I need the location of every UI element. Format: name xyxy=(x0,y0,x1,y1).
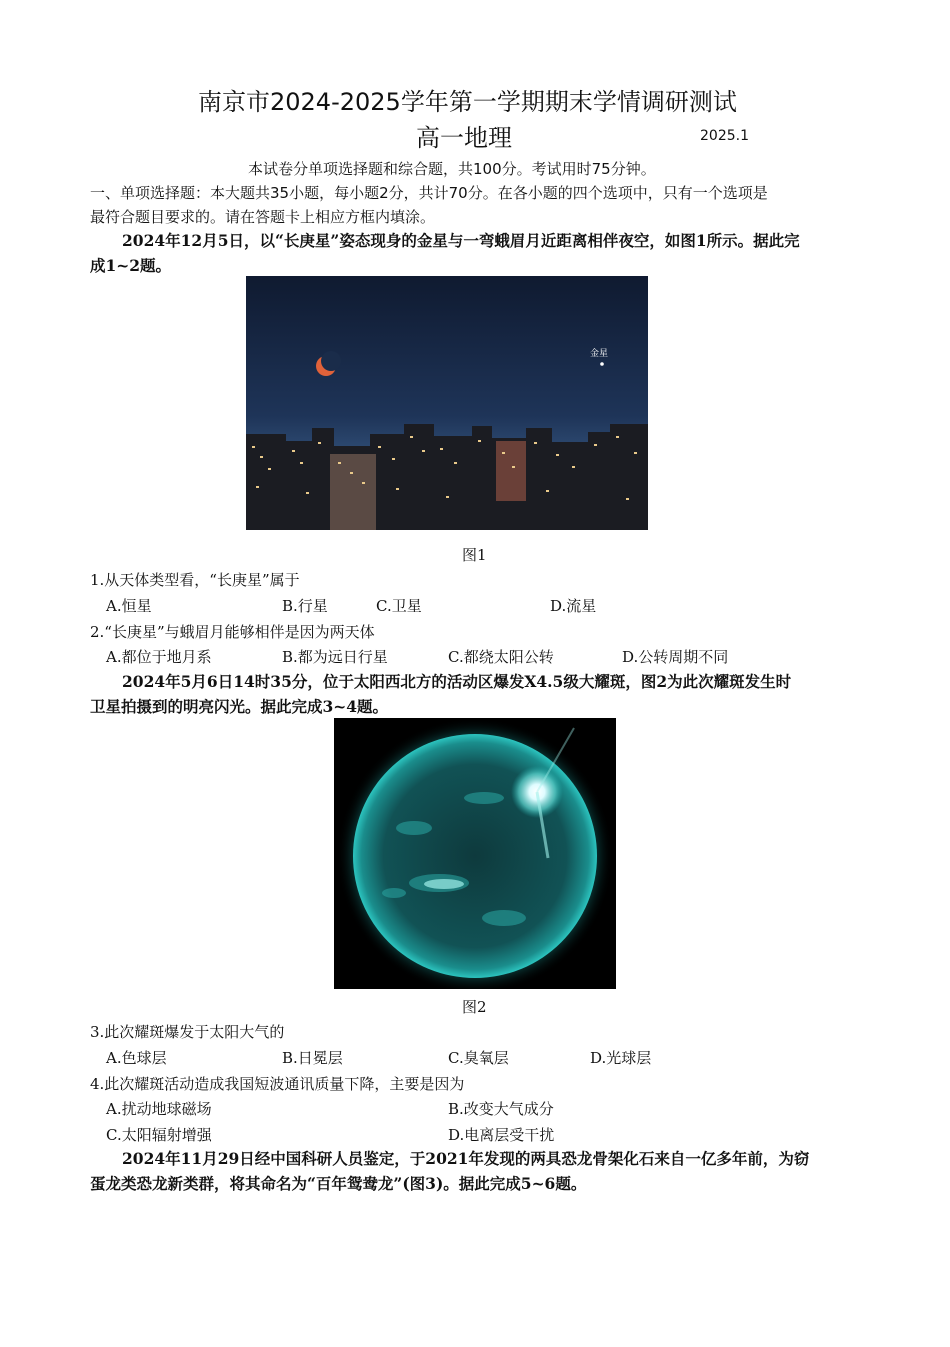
subject-title: 高一地理 xyxy=(416,124,512,152)
q1-option-c[interactable]: C.卫星 xyxy=(376,597,422,615)
passage1-line1: 2024年12月5日，以“长庚星”姿态现身的金星与一弯蛾眉月近距离相伴夜空，如图1所示。据此完 xyxy=(122,231,800,250)
q2-option-d[interactable]: D.公转周期不同 xyxy=(622,648,729,666)
passage3-line2: 蛋龙类恐龙新类群，将其命名为“百年鸳鸯龙”(图3)。据此完成5~6题。 xyxy=(90,1174,587,1193)
figure1-night-sky-photo xyxy=(246,276,648,530)
passage1-line2: 成1~2题。 xyxy=(90,256,172,275)
figure2-caption: 图2 xyxy=(462,998,487,1016)
q4-option-d[interactable]: D.电离层受干扰 xyxy=(448,1126,555,1144)
q2-option-c[interactable]: C.都绕太阳公转 xyxy=(448,648,554,666)
q2-option-a[interactable]: A.都位于地月系 xyxy=(106,648,212,666)
section1-instructions-line1: 一、单项选择题：本大题共35小题，每小题2分，共计70分。在各小题的四个选项中，只有一个选项是 xyxy=(90,184,768,202)
figure2-sun-flare-photo xyxy=(334,718,616,989)
q3-option-c[interactable]: C.臭氧层 xyxy=(448,1049,509,1067)
section1-instructions-line2: 最符合题目要求的。请在答题卡上相应方框内填涂。 xyxy=(90,208,436,226)
figure1-caption: 图1 xyxy=(462,546,487,564)
q4-stem: 4.此次耀斑活动造成我国短波通讯质量下降，主要是因为 xyxy=(90,1075,465,1093)
venus-label: 金星 xyxy=(590,349,609,359)
q1-stem: 1.从天体类型看，“长庚星”属于 xyxy=(90,571,300,589)
exam-date: 2025.1 xyxy=(700,128,749,144)
q4-option-b[interactable]: B.改变大气成分 xyxy=(448,1100,554,1118)
q3-option-b[interactable]: B.日冕层 xyxy=(282,1049,343,1067)
q4-option-c[interactable]: C.太阳辐射增强 xyxy=(106,1126,212,1144)
q3-stem: 3.此次耀斑爆发于太阳大气的 xyxy=(90,1023,285,1041)
passage2-line1: 2024年5月6日14时35分，位于太阳西北方的活动区爆发X4.5级大耀斑，图2为此次耀斑发生时 xyxy=(122,672,792,691)
q1-option-b[interactable]: B.行星 xyxy=(282,597,328,615)
passage2-line2: 卫星拍摄到的明亮闪光。据此完成3~4题。 xyxy=(90,697,389,716)
exam-intro: 本试卷分单项选择题和综合题，共100分。考试用时75分钟。 xyxy=(248,160,656,178)
q1-option-a[interactable]: A.恒星 xyxy=(106,597,152,615)
q2-stem: 2.“长庚星”与蛾眉月能够相伴是因为两天体 xyxy=(90,623,375,641)
q4-option-a[interactable]: A.扰动地球磁场 xyxy=(106,1100,212,1118)
q3-option-a[interactable]: A.色球层 xyxy=(106,1049,167,1067)
q3-option-d[interactable]: D.光球层 xyxy=(590,1049,652,1067)
exam-title: 南京市2024-2025学年第一学期期末学情调研测试 xyxy=(198,88,737,116)
venus-star-icon xyxy=(600,362,604,366)
passage3-line1: 2024年11月29日经中国科研人员鉴定，于2021年发现的两具恐龙骨架化石来自一亿多年前，为窃 xyxy=(122,1149,810,1168)
q1-option-d[interactable]: D.流星 xyxy=(550,597,597,615)
q2-option-b[interactable]: B.都为远日行星 xyxy=(282,648,388,666)
